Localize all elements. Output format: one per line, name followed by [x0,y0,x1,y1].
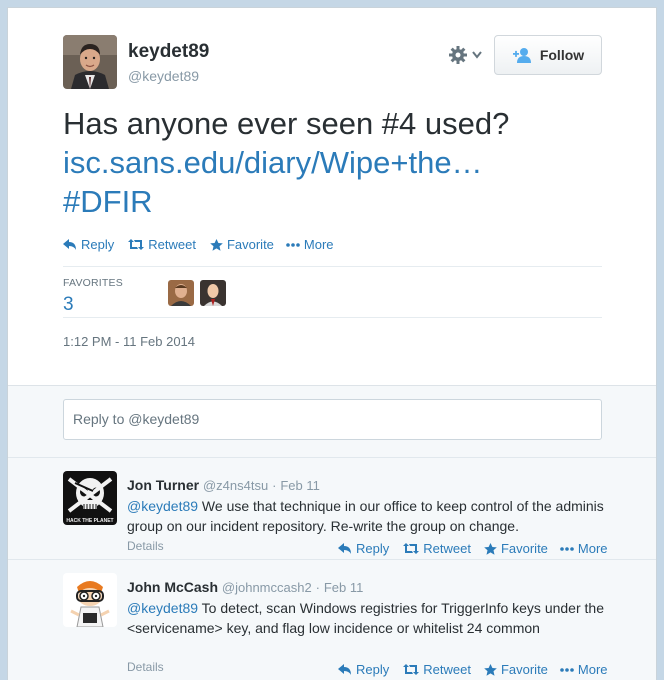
tweet-text-line: Has anyone ever seen #4 used? [63,106,510,141]
tweet-actions [63,237,334,252]
details-link[interactable]: Details [127,539,164,553]
reply-tweet [8,559,657,680]
star-icon [210,239,223,251]
reply-date[interactable]: Feb 11 [280,478,320,493]
author-avatar[interactable] [63,35,117,89]
reply-tweet [8,457,657,559]
reply-author-handle[interactable]: @z4ns4tsu [202,478,269,493]
reply-author-line [127,579,363,595]
reply-author-name[interactable]: Jon Turner [127,477,200,493]
star-icon [484,543,497,555]
reply-button[interactable] [63,237,114,252]
retweet-icon [403,543,419,554]
reply-body: To detect, scan Windows registries for TriggerInfo keys under the <servicename> key, and flag low incidence or whitelist 24 common [127,600,604,636]
more-dots-icon [286,243,300,247]
reply-actions [338,662,608,677]
reply-author-handle[interactable]: @johnmccash2 [221,580,312,595]
reply-icon [63,239,77,250]
more-label: More [577,662,608,677]
star-icon [484,664,497,676]
tweet-permalink-container [7,7,657,680]
separator-dot: · [272,478,277,493]
tweet-timestamp[interactable]: 1:12 PM - 11 Feb 2014 [63,334,196,349]
more-button[interactable] [560,541,608,556]
reply-button[interactable] [338,541,389,556]
reply-input[interactable]: Reply to @keydet89 [63,399,602,440]
follow-button[interactable] [494,35,602,75]
more-button[interactable] [560,662,608,677]
favorite-button[interactable] [484,662,548,677]
separator-dot: · [315,580,320,595]
reply-author-avatar[interactable] [63,471,117,525]
follow-label: Follow [539,47,585,63]
reply-author-name[interactable]: John McCash [127,579,219,595]
main-tweet [8,8,657,386]
more-label: More [303,237,334,252]
reply-label: Reply [81,237,115,252]
details-link[interactable]: Details [127,660,164,674]
retweet-button[interactable] [403,662,471,677]
favorite-label: Favorite [500,662,548,677]
reply-icon [338,543,352,554]
author-handle[interactable]: @keydet89 [128,68,200,84]
reply-button[interactable] [338,662,389,677]
reply-author-line [127,477,320,493]
author-name[interactable]: keydet89 [128,41,210,62]
favorites-stats [63,266,602,318]
favoriter-avatar[interactable] [200,280,226,306]
reply-label: Reply [356,662,390,677]
more-label: More [577,541,608,556]
reply-icon [338,664,352,675]
reply-date[interactable]: Feb 11 [323,580,364,595]
reply-text [127,496,607,536]
favoriter-avatar[interactable] [168,280,194,306]
favorites-count[interactable]: 3 [63,294,74,315]
gear-icon [448,45,468,65]
retweet-label: Retweet [148,237,196,252]
retweet-icon [403,664,419,675]
mention-link[interactable]: @keydet89 [127,498,199,514]
retweet-label: Retweet [423,662,471,677]
retweet-button[interactable] [128,237,196,252]
reply-text [127,598,607,638]
retweet-label: Retweet [423,541,471,556]
reply-label: Reply [356,541,390,556]
add-user-icon [512,47,532,63]
tweet-link[interactable]: isc.sans.edu/diary/Wipe+the… [63,145,483,180]
reply-author-avatar[interactable] [63,573,117,627]
retweet-button[interactable] [403,541,471,556]
more-button[interactable] [286,237,334,252]
user-actions-dropdown[interactable] [448,43,492,67]
chevron-down-icon [472,51,482,59]
avatar-caption: HACK THE PLANET [66,518,114,524]
reply-body: We use that technique in our office to keep control of the adminis group on our incident repository. Re-write the group on change. [127,498,604,534]
favorite-label: Favorite [226,237,274,252]
mention-link[interactable]: @keydet89 [127,600,199,616]
favorite-label: Favorite [500,541,548,556]
retweet-icon [128,239,144,250]
tweet-text [63,104,623,221]
reply-actions [338,541,608,556]
more-dots-icon [560,668,574,672]
favorite-button[interactable] [210,237,274,252]
more-dots-icon [560,547,574,551]
hashtag-link[interactable]: #DFIR [63,184,153,219]
favorite-button[interactable] [484,541,548,556]
favorites-label: FAVORITES [63,277,123,289]
